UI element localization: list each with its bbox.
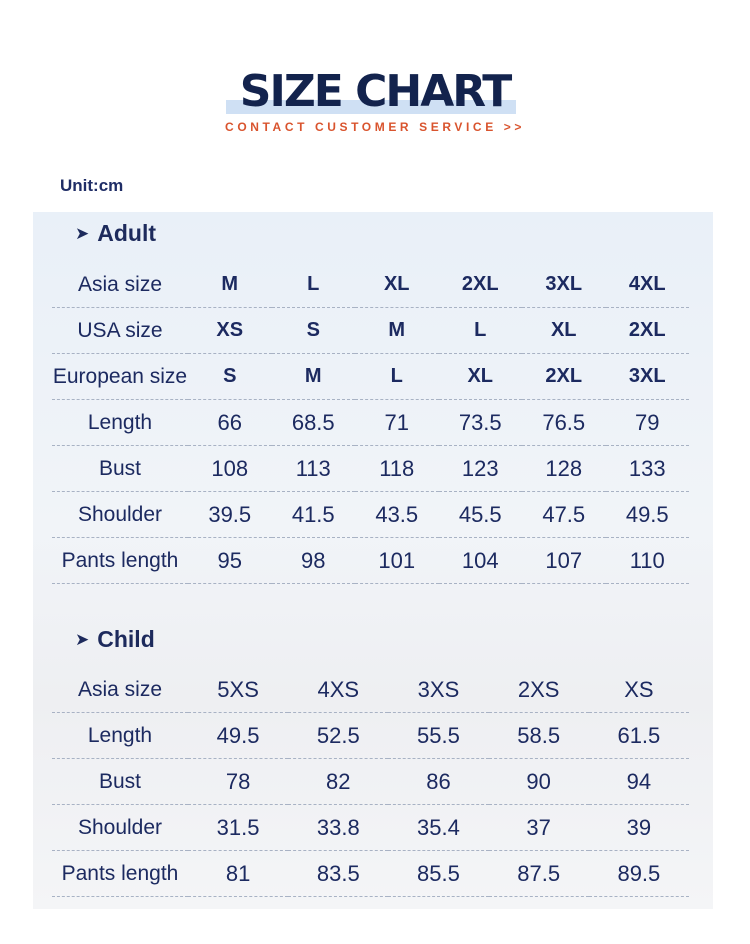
- table-cell: L: [355, 354, 439, 400]
- table-cell: 3XL: [606, 354, 690, 400]
- table-cell: 98: [272, 538, 356, 584]
- table-cell: 133: [606, 446, 690, 492]
- row-label: Bust: [52, 446, 188, 492]
- table-row: [52, 713, 689, 759]
- unit-label: Unit:cm: [60, 176, 124, 195]
- table-cell: 49.5: [606, 492, 690, 538]
- table-row: [52, 400, 689, 446]
- table-row: [52, 805, 689, 851]
- table-cell: 86: [388, 759, 488, 805]
- table-cell: 95: [188, 538, 272, 584]
- table-cell: M: [272, 354, 356, 400]
- table-cell: 78: [188, 759, 288, 805]
- table-row: [52, 667, 689, 713]
- table-cell: 81: [188, 851, 288, 897]
- row-label: Shoulder: [52, 805, 188, 851]
- table-cell: 2XL: [439, 262, 523, 308]
- table-row: [52, 538, 689, 584]
- table-cell: 61.5: [589, 713, 689, 759]
- adult-title-text: Adult: [97, 220, 157, 246]
- child-section-title: [75, 626, 155, 653]
- table-row: [52, 262, 689, 308]
- table-cell: M: [355, 308, 439, 354]
- table-cell: 76.5: [522, 400, 606, 446]
- adult-section-title: [75, 220, 156, 247]
- table-cell: 55.5: [388, 713, 488, 759]
- row-label: Asia size: [52, 262, 188, 308]
- table-cell: 71: [355, 400, 439, 446]
- table-cell: 4XS: [288, 667, 388, 713]
- table-cell: 52.5: [288, 713, 388, 759]
- table-cell: XL: [439, 354, 523, 400]
- table-cell: 2XL: [606, 308, 690, 354]
- table-cell: 45.5: [439, 492, 523, 538]
- table-cell: 87.5: [489, 851, 589, 897]
- table-cell: 82: [288, 759, 388, 805]
- title-wrap: [240, 66, 510, 118]
- table-cell: 2XS: [489, 667, 589, 713]
- table-cell: 47.5: [522, 492, 606, 538]
- child-size-table: [52, 667, 689, 897]
- table-row: [52, 446, 689, 492]
- table-cell: 49.5: [188, 713, 288, 759]
- table-cell: M: [188, 262, 272, 308]
- table-row: [52, 851, 689, 897]
- table-cell: 66: [188, 400, 272, 446]
- row-label: Pants length: [52, 538, 188, 584]
- table-cell: 108: [188, 446, 272, 492]
- table-cell: 3XS: [388, 667, 488, 713]
- table-cell: 39.5: [188, 492, 272, 538]
- table-cell: 33.8: [288, 805, 388, 851]
- table-cell: 39: [589, 805, 689, 851]
- row-label: Length: [52, 713, 188, 759]
- table-cell: XL: [355, 262, 439, 308]
- header: [0, 66, 750, 134]
- table-row: [52, 492, 689, 538]
- table-cell: 31.5: [188, 805, 288, 851]
- table-cell: 128: [522, 446, 606, 492]
- table-cell: 94: [589, 759, 689, 805]
- table-cell: 79: [606, 400, 690, 446]
- arrow-right-icon: ➤: [75, 224, 90, 243]
- table-cell: 104: [439, 538, 523, 584]
- table-cell: 68.5: [272, 400, 356, 446]
- table-cell: 113: [272, 446, 356, 492]
- row-label: Bust: [52, 759, 188, 805]
- table-cell: 118: [355, 446, 439, 492]
- table-cell: XL: [522, 308, 606, 354]
- table-cell: 3XL: [522, 262, 606, 308]
- row-label: European size: [52, 354, 188, 400]
- table-cell: 83.5: [288, 851, 388, 897]
- table-cell: S: [188, 354, 272, 400]
- row-label: Asia size: [52, 667, 188, 713]
- table-cell: 123: [439, 446, 523, 492]
- row-label: Length: [52, 400, 188, 446]
- table-cell: 35.4: [388, 805, 488, 851]
- table-row: [52, 759, 689, 805]
- table-cell: 2XL: [522, 354, 606, 400]
- table-cell: 89.5: [589, 851, 689, 897]
- table-cell: XS: [589, 667, 689, 713]
- table-cell: 73.5: [439, 400, 523, 446]
- table-cell: L: [272, 262, 356, 308]
- adult-size-table: [52, 262, 689, 584]
- table-cell: 110: [606, 538, 690, 584]
- table-cell: 58.5: [489, 713, 589, 759]
- contact-customer-service-link[interactable]: CONTACT CUSTOMER SERVICE >>: [225, 120, 525, 134]
- table-cell: S: [272, 308, 356, 354]
- row-label: USA size: [52, 308, 188, 354]
- table-cell: 41.5: [272, 492, 356, 538]
- table-cell: L: [439, 308, 523, 354]
- table-cell: 43.5: [355, 492, 439, 538]
- table-cell: 5XS: [188, 667, 288, 713]
- row-label: Pants length: [52, 851, 188, 897]
- table-cell: 107: [522, 538, 606, 584]
- table-cell: 90: [489, 759, 589, 805]
- table-cell: XS: [188, 308, 272, 354]
- row-label: Shoulder: [52, 492, 188, 538]
- table-row: [52, 354, 689, 400]
- table-row: [52, 308, 689, 354]
- table-cell: 37: [489, 805, 589, 851]
- arrow-right-icon: ➤: [75, 630, 90, 649]
- table-cell: 101: [355, 538, 439, 584]
- table-cell: 85.5: [388, 851, 488, 897]
- child-title-text: Child: [97, 626, 155, 652]
- page-title: SIZE CHART: [239, 66, 511, 117]
- table-cell: 4XL: [606, 262, 690, 308]
